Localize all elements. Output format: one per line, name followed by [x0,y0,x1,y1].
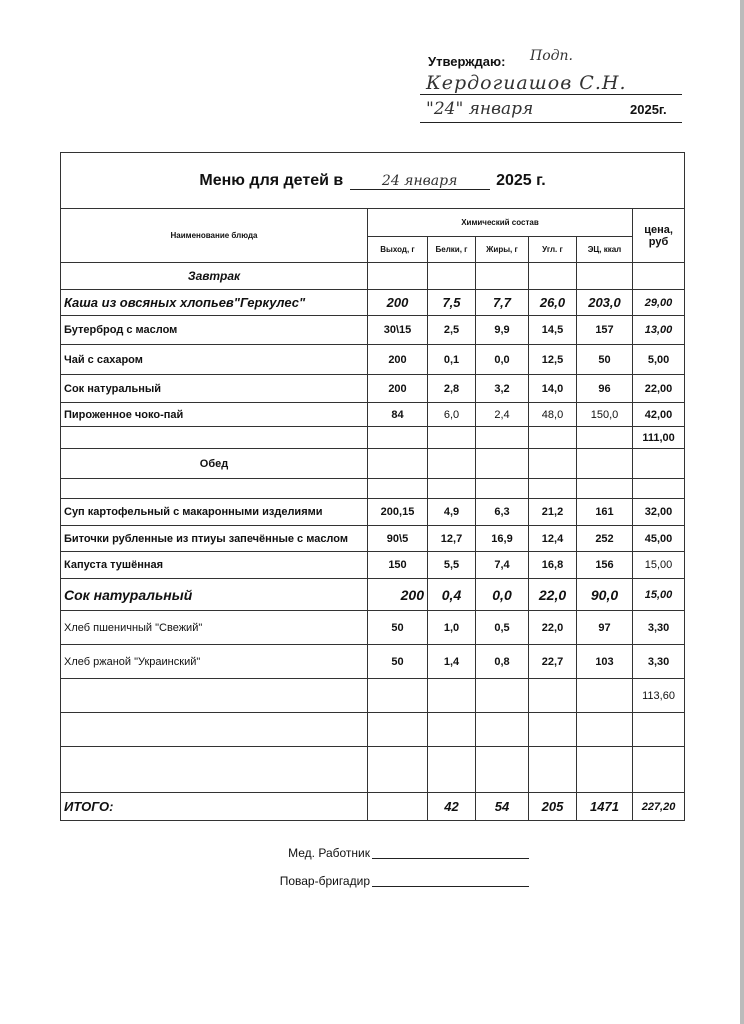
dish-yield: 200 [368,579,428,611]
energy-header: ЭЦ, ккал [577,237,633,263]
table-row [61,316,685,345]
dish-price: 42,00 [633,403,685,427]
dish-yield: 30\15 [368,316,428,345]
table-row [61,579,685,611]
dish-carbs: 22,7 [529,645,577,679]
dish-energy: 103 [577,645,633,679]
chem-header: Химический состав [368,209,633,237]
dish-carbs: 22,0 [529,579,577,611]
dish-fat: 3,2 [476,375,529,403]
dish-energy: 150,0 [577,403,633,427]
dish-fat: 0,0 [476,579,529,611]
dish-carbs: 14,5 [529,316,577,345]
dish-price: 5,00 [633,345,685,375]
dish-energy: 203,0 [577,290,633,316]
total-carbs: 205 [529,793,577,821]
dish-fat: 9,9 [476,316,529,345]
total-protein: 42 [428,793,476,821]
dish-header: Наименование блюда [61,209,368,263]
dish-fat: 0,5 [476,611,529,645]
dish-yield: 200 [368,345,428,375]
fat-header: Жиры, г [476,237,529,263]
med-worker-label: Мед. Работник [288,846,370,860]
dish-fat: 7,4 [476,552,529,579]
table-row [61,611,685,645]
dish-protein: 7,5 [428,290,476,316]
protein-header: Белки, г [428,237,476,263]
dish-protein: 0,1 [428,345,476,375]
signatures-block [200,846,560,902]
dish-name: Хлеб пшеничный "Свежий" [61,611,368,645]
dish-price: 32,00 [633,499,685,526]
table-row [61,345,685,375]
table-row [61,526,685,552]
dish-protein: 5,5 [428,552,476,579]
dish-energy: 96 [577,375,633,403]
dish-energy: 90,0 [577,579,633,611]
lunch-subtotal: 113,60 [633,679,685,713]
table-row [61,290,685,316]
dish-name: Сок натуральный [61,579,368,611]
dish-price: 22,00 [633,375,685,403]
approval-block [420,46,690,126]
dish-yield: 200 [368,290,428,316]
dish-energy: 157 [577,316,633,345]
dish-protein: 4,9 [428,499,476,526]
dish-energy: 97 [577,611,633,645]
section-lunch: Обед [61,449,368,479]
dish-energy: 161 [577,499,633,526]
section-breakfast: Завтрак [61,263,368,290]
dish-carbs: 12,4 [529,526,577,552]
dish-name: Капуста тушённая [61,552,368,579]
table-row [61,427,685,449]
dish-name: Биточки рубленные из птиуы запечённые с маслом [61,526,368,552]
dish-carbs: 14,0 [529,375,577,403]
header-row-1 [61,209,685,237]
table-row [61,713,685,747]
dish-price: 13,00 [633,316,685,345]
title-date: 24 января [350,173,490,190]
dish-name: Чай с сахаром [61,345,368,375]
dish-protein: 2,8 [428,375,476,403]
dish-protein: 1,4 [428,645,476,679]
total-fat: 54 [476,793,529,821]
approval-name: Кердогиашов С.Н. [426,72,627,94]
dish-price: 3,30 [633,645,685,679]
dish-carbs: 21,2 [529,499,577,526]
menu-table [60,152,685,821]
dish-yield: 50 [368,611,428,645]
breakfast-subtotal: 111,00 [633,427,685,449]
yield-header: Выход, г [368,237,428,263]
total-row [61,793,685,821]
page-edge [740,0,744,1024]
dish-yield: 150 [368,552,428,579]
dish-energy: 252 [577,526,633,552]
dish-fat: 16,9 [476,526,529,552]
table-row [61,645,685,679]
dish-name: Пироженное чоко-пай [61,403,368,427]
cook-line [372,886,529,887]
dish-fat: 6,3 [476,499,529,526]
dish-carbs: 16,8 [529,552,577,579]
dish-name: Суп картофельный с макаронными изделиями [61,499,368,526]
dish-yield: 200 [368,375,428,403]
table-row [61,479,685,499]
table-row [61,552,685,579]
total-price: 227,20 [633,793,685,821]
dish-carbs: 26,0 [529,290,577,316]
approval-date: "24" января [426,99,534,119]
table-row [61,403,685,427]
total-energy: 1471 [577,793,633,821]
dish-protein: 12,7 [428,526,476,552]
dish-yield: 50 [368,645,428,679]
dish-protein: 2,5 [428,316,476,345]
dish-yield: 90\5 [368,526,428,552]
dish-price: 15,00 [633,552,685,579]
dish-fat: 7,7 [476,290,529,316]
dish-carbs: 12,5 [529,345,577,375]
table-row [61,499,685,526]
menu-title [61,153,685,209]
date-line [420,122,682,123]
dish-protein: 1,0 [428,611,476,645]
dish-protein: 6,0 [428,403,476,427]
table-row [61,747,685,793]
dish-name: Сок натуральный [61,375,368,403]
cook-label: Повар-бригадир [279,874,370,888]
dish-energy: 156 [577,552,633,579]
med-worker-line [372,858,529,859]
name-line [420,94,682,95]
dish-price: 15,00 [633,579,685,611]
dish-yield: 200,15 [368,499,428,526]
dish-carbs: 22,0 [529,611,577,645]
dish-name: Хлеб ржаной "Украинский" [61,645,368,679]
table-row [61,263,685,290]
dish-yield: 84 [368,403,428,427]
carbs-header: Угл. г [529,237,577,263]
title-row [61,153,685,209]
approval-label: Утверждаю: [428,54,506,69]
table-row [61,679,685,713]
dish-protein: 0,4 [428,579,476,611]
dish-fat: 0,8 [476,645,529,679]
table-row [61,375,685,403]
dish-fat: 0,0 [476,345,529,375]
title-suffix: 2025 г. [496,171,546,189]
title-prefix: Меню для детей в [199,171,344,189]
dish-name: Каша из овсяных хлопьев"Геркулес" [61,290,368,316]
approval-signature: Подп. [530,48,573,64]
dish-carbs: 48,0 [529,403,577,427]
total-label: ИТОГО: [61,793,368,821]
dish-name: Бутерброд с маслом [61,316,368,345]
approval-year: 2025г. [630,102,667,117]
dish-price: 3,30 [633,611,685,645]
dish-fat: 2,4 [476,403,529,427]
table-row [61,449,685,479]
dish-price: 45,00 [633,526,685,552]
dish-energy: 50 [577,345,633,375]
dish-price: 29,00 [633,290,685,316]
price-header: цена, руб [633,209,685,263]
